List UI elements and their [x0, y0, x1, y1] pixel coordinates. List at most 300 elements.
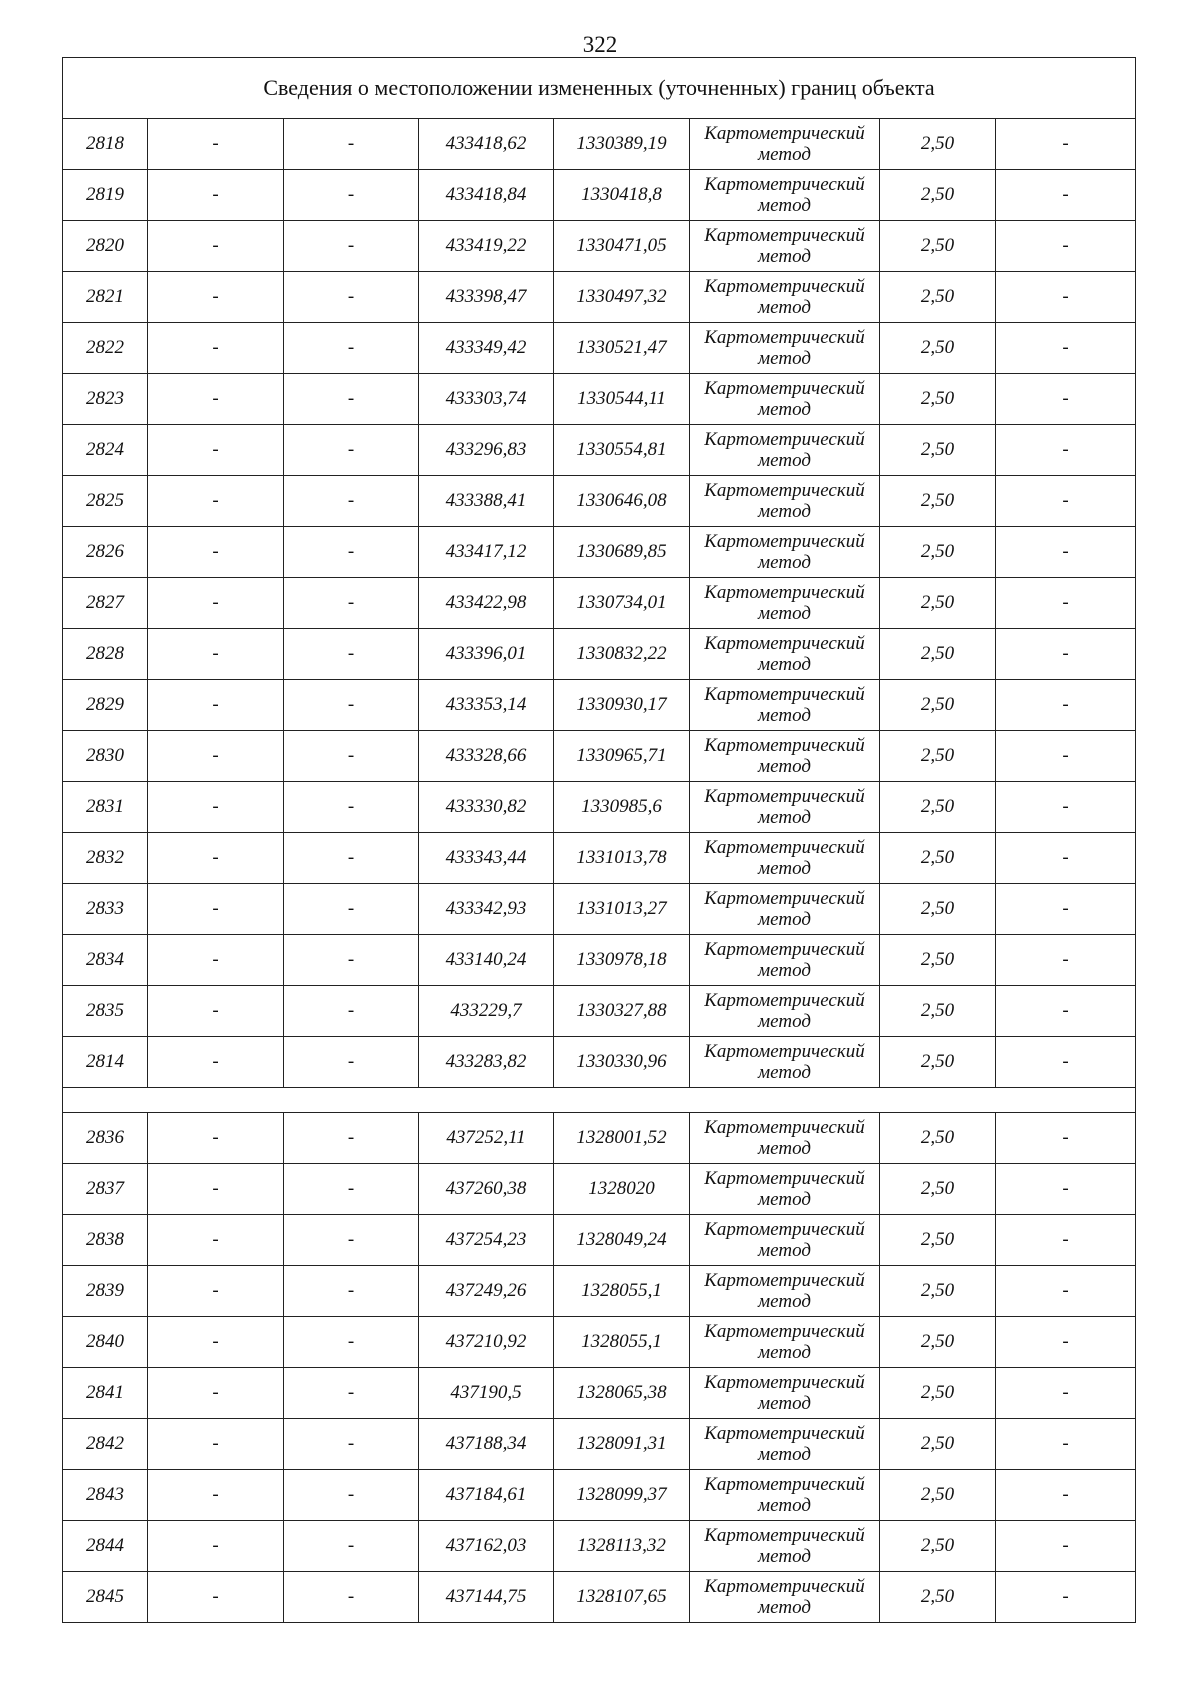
table-row	[63, 1572, 1136, 1623]
accuracy-cell: 2,50	[880, 119, 996, 170]
method-line-1: Картометрический	[704, 786, 865, 807]
accuracy-cell: 2,50	[880, 782, 996, 833]
old-x-cell: -	[148, 935, 284, 986]
method-line-2: метод	[758, 705, 811, 726]
method-cell	[690, 119, 880, 170]
method-line-1: Картометрический	[704, 1372, 865, 1393]
table-row	[63, 1317, 1136, 1368]
table-row	[63, 1521, 1136, 1572]
old-x-cell: -	[148, 119, 284, 170]
point-number-cell: 2838	[63, 1215, 148, 1266]
x-coordinate-cell: 433396,01	[419, 629, 554, 680]
old-y-cell: -	[284, 527, 419, 578]
note-cell: -	[996, 935, 1136, 986]
old-x-cell: -	[148, 1266, 284, 1317]
table-title-row	[63, 58, 1136, 119]
point-number-cell: 2820	[63, 221, 148, 272]
old-y-cell: -	[284, 680, 419, 731]
method-cell	[690, 1470, 880, 1521]
method-line-2: метод	[758, 501, 811, 522]
note-cell: -	[996, 425, 1136, 476]
note-cell: -	[996, 731, 1136, 782]
point-number-cell: 2837	[63, 1164, 148, 1215]
accuracy-cell: 2,50	[880, 986, 996, 1037]
old-x-cell: -	[148, 1521, 284, 1572]
accuracy-cell: 2,50	[880, 272, 996, 323]
old-y-cell: -	[284, 578, 419, 629]
note-cell: -	[996, 1419, 1136, 1470]
accuracy-cell: 2,50	[880, 170, 996, 221]
point-number-cell: 2818	[63, 119, 148, 170]
x-coordinate-cell: 433303,74	[419, 374, 554, 425]
y-coordinate-cell: 1330554,81	[554, 425, 690, 476]
table-row	[63, 1368, 1136, 1419]
accuracy-cell: 2,50	[880, 323, 996, 374]
y-coordinate-cell: 1330646,08	[554, 476, 690, 527]
old-y-cell: -	[284, 782, 419, 833]
y-coordinate-cell: 1330544,11	[554, 374, 690, 425]
accuracy-cell: 2,50	[880, 578, 996, 629]
method-line-1: Картометрический	[704, 735, 865, 756]
point-number-cell: 2832	[63, 833, 148, 884]
table-row	[63, 1113, 1136, 1164]
accuracy-cell: 2,50	[880, 1317, 996, 1368]
point-number-cell: 2814	[63, 1037, 148, 1088]
x-coordinate-cell: 433140,24	[419, 935, 554, 986]
note-cell: -	[996, 1113, 1136, 1164]
method-cell	[690, 1164, 880, 1215]
method-cell	[690, 1215, 880, 1266]
note-cell: -	[996, 1266, 1136, 1317]
old-x-cell: -	[148, 1113, 284, 1164]
table-row	[63, 629, 1136, 680]
point-number-cell: 2826	[63, 527, 148, 578]
y-coordinate-cell: 1330327,88	[554, 986, 690, 1037]
method-line-1: Картометрический	[704, 939, 865, 960]
y-coordinate-cell: 1330471,05	[554, 221, 690, 272]
old-y-cell: -	[284, 323, 419, 374]
boundary-points-table	[62, 57, 1136, 1623]
table-row	[63, 221, 1136, 272]
x-coordinate-cell: 433419,22	[419, 221, 554, 272]
point-number-cell: 2833	[63, 884, 148, 935]
old-y-cell: -	[284, 884, 419, 935]
point-number-cell: 2841	[63, 1368, 148, 1419]
old-y-cell: -	[284, 1521, 419, 1572]
method-line-1: Картометрический	[704, 1168, 865, 1189]
method-line-2: метод	[758, 1546, 811, 1567]
note-cell: -	[996, 629, 1136, 680]
point-number-cell: 2834	[63, 935, 148, 986]
x-coordinate-cell: 437252,11	[419, 1113, 554, 1164]
note-cell: -	[996, 1470, 1136, 1521]
accuracy-cell: 2,50	[880, 221, 996, 272]
old-x-cell: -	[148, 731, 284, 782]
method-cell	[690, 782, 880, 833]
old-x-cell: -	[148, 170, 284, 221]
note-cell: -	[996, 884, 1136, 935]
note-cell: -	[996, 680, 1136, 731]
note-cell: -	[996, 272, 1136, 323]
method-line-1: Картометрический	[704, 276, 865, 297]
old-y-cell: -	[284, 1164, 419, 1215]
method-cell	[690, 1037, 880, 1088]
method-cell	[690, 884, 880, 935]
method-line-1: Картометрический	[704, 1041, 865, 1062]
old-y-cell: -	[284, 1419, 419, 1470]
x-coordinate-cell: 437188,34	[419, 1419, 554, 1470]
method-line-2: метод	[758, 144, 811, 165]
point-number-cell: 2842	[63, 1419, 148, 1470]
separator-cell	[63, 1088, 1136, 1113]
y-coordinate-cell: 1328091,31	[554, 1419, 690, 1470]
accuracy-cell: 2,50	[880, 884, 996, 935]
old-x-cell: -	[148, 425, 284, 476]
accuracy-cell: 2,50	[880, 425, 996, 476]
note-cell: -	[996, 476, 1136, 527]
accuracy-cell: 2,50	[880, 476, 996, 527]
x-coordinate-cell: 433330,82	[419, 782, 554, 833]
old-y-cell: -	[284, 1572, 419, 1623]
table-row	[63, 578, 1136, 629]
old-x-cell: -	[148, 1037, 284, 1088]
accuracy-cell: 2,50	[880, 527, 996, 578]
x-coordinate-cell: 433418,84	[419, 170, 554, 221]
method-line-1: Картометрический	[704, 1219, 865, 1240]
y-coordinate-cell: 1328055,1	[554, 1317, 690, 1368]
method-cell	[690, 1266, 880, 1317]
note-cell: -	[996, 221, 1136, 272]
method-line-1: Картометрический	[704, 225, 865, 246]
y-coordinate-cell: 1330965,71	[554, 731, 690, 782]
method-cell	[690, 629, 880, 680]
method-line-2: метод	[758, 297, 811, 318]
point-number-cell: 2843	[63, 1470, 148, 1521]
old-y-cell: -	[284, 1470, 419, 1521]
old-y-cell: -	[284, 374, 419, 425]
method-line-2: метод	[758, 1011, 811, 1032]
note-cell: -	[996, 578, 1136, 629]
method-cell	[690, 578, 880, 629]
x-coordinate-cell: 433398,47	[419, 272, 554, 323]
old-x-cell: -	[148, 578, 284, 629]
accuracy-cell: 2,50	[880, 1521, 996, 1572]
old-y-cell: -	[284, 170, 419, 221]
method-line-2: метод	[758, 1597, 811, 1618]
x-coordinate-cell: 433328,66	[419, 731, 554, 782]
old-x-cell: -	[148, 1368, 284, 1419]
old-y-cell: -	[284, 425, 419, 476]
table-row	[63, 323, 1136, 374]
accuracy-cell: 2,50	[880, 1215, 996, 1266]
method-line-2: метод	[758, 756, 811, 777]
old-x-cell: -	[148, 1215, 284, 1266]
method-cell	[690, 1521, 880, 1572]
method-line-1: Картометрический	[704, 174, 865, 195]
accuracy-cell: 2,50	[880, 629, 996, 680]
accuracy-cell: 2,50	[880, 680, 996, 731]
method-line-1: Картометрический	[704, 378, 865, 399]
note-cell: -	[996, 782, 1136, 833]
y-coordinate-cell: 1328113,32	[554, 1521, 690, 1572]
y-coordinate-cell: 1328055,1	[554, 1266, 690, 1317]
point-number-cell: 2828	[63, 629, 148, 680]
note-cell: -	[996, 1037, 1136, 1088]
y-coordinate-cell: 1328065,38	[554, 1368, 690, 1419]
note-cell: -	[996, 1521, 1136, 1572]
table-row	[63, 272, 1136, 323]
method-cell	[690, 1113, 880, 1164]
method-line-2: метод	[758, 246, 811, 267]
method-line-2: метод	[758, 552, 811, 573]
method-line-2: метод	[758, 1240, 811, 1261]
x-coordinate-cell: 433283,82	[419, 1037, 554, 1088]
method-line-1: Картометрический	[704, 327, 865, 348]
method-line-2: метод	[758, 1189, 811, 1210]
x-coordinate-cell: 437254,23	[419, 1215, 554, 1266]
method-line-2: метод	[758, 654, 811, 675]
y-coordinate-cell: 1330689,85	[554, 527, 690, 578]
old-y-cell: -	[284, 731, 419, 782]
method-line-2: метод	[758, 1291, 811, 1312]
point-number-cell: 2835	[63, 986, 148, 1037]
y-coordinate-cell: 1328099,37	[554, 1470, 690, 1521]
method-cell	[690, 986, 880, 1037]
old-x-cell: -	[148, 374, 284, 425]
old-x-cell: -	[148, 527, 284, 578]
y-coordinate-cell: 1331013,78	[554, 833, 690, 884]
old-x-cell: -	[148, 323, 284, 374]
old-x-cell: -	[148, 1419, 284, 1470]
method-line-2: метод	[758, 1444, 811, 1465]
method-line-2: метод	[758, 1138, 811, 1159]
table-row	[63, 170, 1136, 221]
x-coordinate-cell: 437249,26	[419, 1266, 554, 1317]
note-cell: -	[996, 1317, 1136, 1368]
x-coordinate-cell: 433343,44	[419, 833, 554, 884]
table-row	[63, 731, 1136, 782]
method-line-1: Картометрический	[704, 633, 865, 654]
y-coordinate-cell: 1330330,96	[554, 1037, 690, 1088]
old-y-cell: -	[284, 629, 419, 680]
method-line-1: Картометрический	[704, 1321, 865, 1342]
accuracy-cell: 2,50	[880, 1470, 996, 1521]
method-cell	[690, 1368, 880, 1419]
old-y-cell: -	[284, 221, 419, 272]
method-line-2: метод	[758, 348, 811, 369]
method-line-2: метод	[758, 1342, 811, 1363]
old-x-cell: -	[148, 629, 284, 680]
x-coordinate-cell: 437162,03	[419, 1521, 554, 1572]
method-line-2: метод	[758, 909, 811, 930]
page-number: 322	[582, 32, 618, 57]
method-cell	[690, 170, 880, 221]
x-coordinate-cell: 437190,5	[419, 1368, 554, 1419]
method-cell	[690, 323, 880, 374]
method-cell	[690, 1317, 880, 1368]
note-cell: -	[996, 374, 1136, 425]
x-coordinate-cell: 433422,98	[419, 578, 554, 629]
x-coordinate-cell: 437144,75	[419, 1572, 554, 1623]
old-y-cell: -	[284, 1266, 419, 1317]
accuracy-cell: 2,50	[880, 731, 996, 782]
table-row	[63, 1419, 1136, 1470]
point-number-cell: 2819	[63, 170, 148, 221]
table-row	[63, 1470, 1136, 1521]
y-coordinate-cell: 1330978,18	[554, 935, 690, 986]
note-cell: -	[996, 170, 1136, 221]
note-cell: -	[996, 833, 1136, 884]
y-coordinate-cell: 1328001,52	[554, 1113, 690, 1164]
accuracy-cell: 2,50	[880, 935, 996, 986]
old-x-cell: -	[148, 221, 284, 272]
y-coordinate-cell: 1330497,32	[554, 272, 690, 323]
method-line-2: метод	[758, 858, 811, 879]
x-coordinate-cell: 433349,42	[419, 323, 554, 374]
accuracy-cell: 2,50	[880, 1113, 996, 1164]
old-x-cell: -	[148, 476, 284, 527]
method-line-1: Картометрический	[704, 480, 865, 501]
method-line-1: Картометрический	[704, 429, 865, 450]
point-number-cell: 2822	[63, 323, 148, 374]
point-number-cell: 2845	[63, 1572, 148, 1623]
x-coordinate-cell: 433296,83	[419, 425, 554, 476]
method-cell	[690, 833, 880, 884]
method-line-1: Картометрический	[704, 1117, 865, 1138]
old-y-cell: -	[284, 935, 419, 986]
accuracy-cell: 2,50	[880, 1037, 996, 1088]
y-coordinate-cell: 1330832,22	[554, 629, 690, 680]
table-row	[63, 1164, 1136, 1215]
old-y-cell: -	[284, 1215, 419, 1266]
old-x-cell: -	[148, 833, 284, 884]
method-cell	[690, 476, 880, 527]
table-row	[63, 425, 1136, 476]
accuracy-cell: 2,50	[880, 1164, 996, 1215]
point-number-cell: 2825	[63, 476, 148, 527]
old-y-cell: -	[284, 1368, 419, 1419]
y-coordinate-cell: 1328049,24	[554, 1215, 690, 1266]
method-cell	[690, 527, 880, 578]
method-cell	[690, 1419, 880, 1470]
contour-separator-row	[63, 1088, 1136, 1113]
method-cell	[690, 731, 880, 782]
table-row	[63, 782, 1136, 833]
x-coordinate-cell: 433388,41	[419, 476, 554, 527]
method-line-1: Картометрический	[704, 837, 865, 858]
method-line-2: метод	[758, 960, 811, 981]
x-coordinate-cell: 437210,92	[419, 1317, 554, 1368]
table-title: Сведения о местоположении измененных (уточненных) границ объекта	[63, 58, 1136, 119]
method-cell	[690, 374, 880, 425]
x-coordinate-cell: 433229,7	[419, 986, 554, 1037]
point-number-cell: 2836	[63, 1113, 148, 1164]
old-x-cell: -	[148, 1164, 284, 1215]
y-coordinate-cell: 1330985,6	[554, 782, 690, 833]
old-x-cell: -	[148, 1317, 284, 1368]
method-line-1: Картометрический	[704, 582, 865, 603]
method-line-1: Картометрический	[704, 531, 865, 552]
method-line-2: метод	[758, 1495, 811, 1516]
method-line-2: метод	[758, 807, 811, 828]
old-y-cell: -	[284, 1037, 419, 1088]
method-line-1: Картометрический	[704, 1474, 865, 1495]
old-x-cell: -	[148, 986, 284, 1037]
table-row	[63, 884, 1136, 935]
table-row	[63, 1037, 1136, 1088]
table-row	[63, 119, 1136, 170]
method-line-1: Картометрический	[704, 1270, 865, 1291]
method-line-2: метод	[758, 1062, 811, 1083]
note-cell: -	[996, 119, 1136, 170]
point-number-cell: 2823	[63, 374, 148, 425]
method-line-2: метод	[758, 450, 811, 471]
accuracy-cell: 2,50	[880, 1572, 996, 1623]
point-number-cell: 2827	[63, 578, 148, 629]
table-row	[63, 374, 1136, 425]
method-line-2: метод	[758, 1393, 811, 1414]
table-row	[63, 1215, 1136, 1266]
old-x-cell: -	[148, 272, 284, 323]
table-row	[63, 476, 1136, 527]
method-line-1: Картометрический	[704, 1423, 865, 1444]
old-x-cell: -	[148, 1572, 284, 1623]
table-row	[63, 1266, 1136, 1317]
point-number-cell: 2829	[63, 680, 148, 731]
note-cell: -	[996, 527, 1136, 578]
table-row	[63, 527, 1136, 578]
method-cell	[690, 680, 880, 731]
accuracy-cell: 2,50	[880, 1368, 996, 1419]
method-line-2: метод	[758, 195, 811, 216]
y-coordinate-cell: 1331013,27	[554, 884, 690, 935]
note-cell: -	[996, 1164, 1136, 1215]
method-cell	[690, 221, 880, 272]
note-cell: -	[996, 1215, 1136, 1266]
table-row	[63, 935, 1136, 986]
note-cell: -	[996, 323, 1136, 374]
old-y-cell: -	[284, 119, 419, 170]
point-number-cell: 2830	[63, 731, 148, 782]
accuracy-cell: 2,50	[880, 1266, 996, 1317]
table-row	[63, 680, 1136, 731]
note-cell: -	[996, 1368, 1136, 1419]
method-line-1: Картометрический	[704, 684, 865, 705]
y-coordinate-cell: 1330734,01	[554, 578, 690, 629]
x-coordinate-cell: 437260,38	[419, 1164, 554, 1215]
x-coordinate-cell: 433342,93	[419, 884, 554, 935]
y-coordinate-cell: 1330930,17	[554, 680, 690, 731]
old-y-cell: -	[284, 986, 419, 1037]
note-cell: -	[996, 986, 1136, 1037]
old-x-cell: -	[148, 884, 284, 935]
old-y-cell: -	[284, 833, 419, 884]
y-coordinate-cell: 1328107,65	[554, 1572, 690, 1623]
x-coordinate-cell: 437184,61	[419, 1470, 554, 1521]
point-number-cell: 2821	[63, 272, 148, 323]
old-y-cell: -	[284, 272, 419, 323]
table-row	[63, 833, 1136, 884]
point-number-cell: 2844	[63, 1521, 148, 1572]
note-cell: -	[996, 1572, 1136, 1623]
method-cell	[690, 1572, 880, 1623]
method-line-1: Картометрический	[704, 888, 865, 909]
method-line-1: Картометрический	[704, 123, 865, 144]
old-x-cell: -	[148, 1470, 284, 1521]
point-number-cell: 2839	[63, 1266, 148, 1317]
method-line-1: Картометрический	[704, 1576, 865, 1597]
old-x-cell: -	[148, 782, 284, 833]
